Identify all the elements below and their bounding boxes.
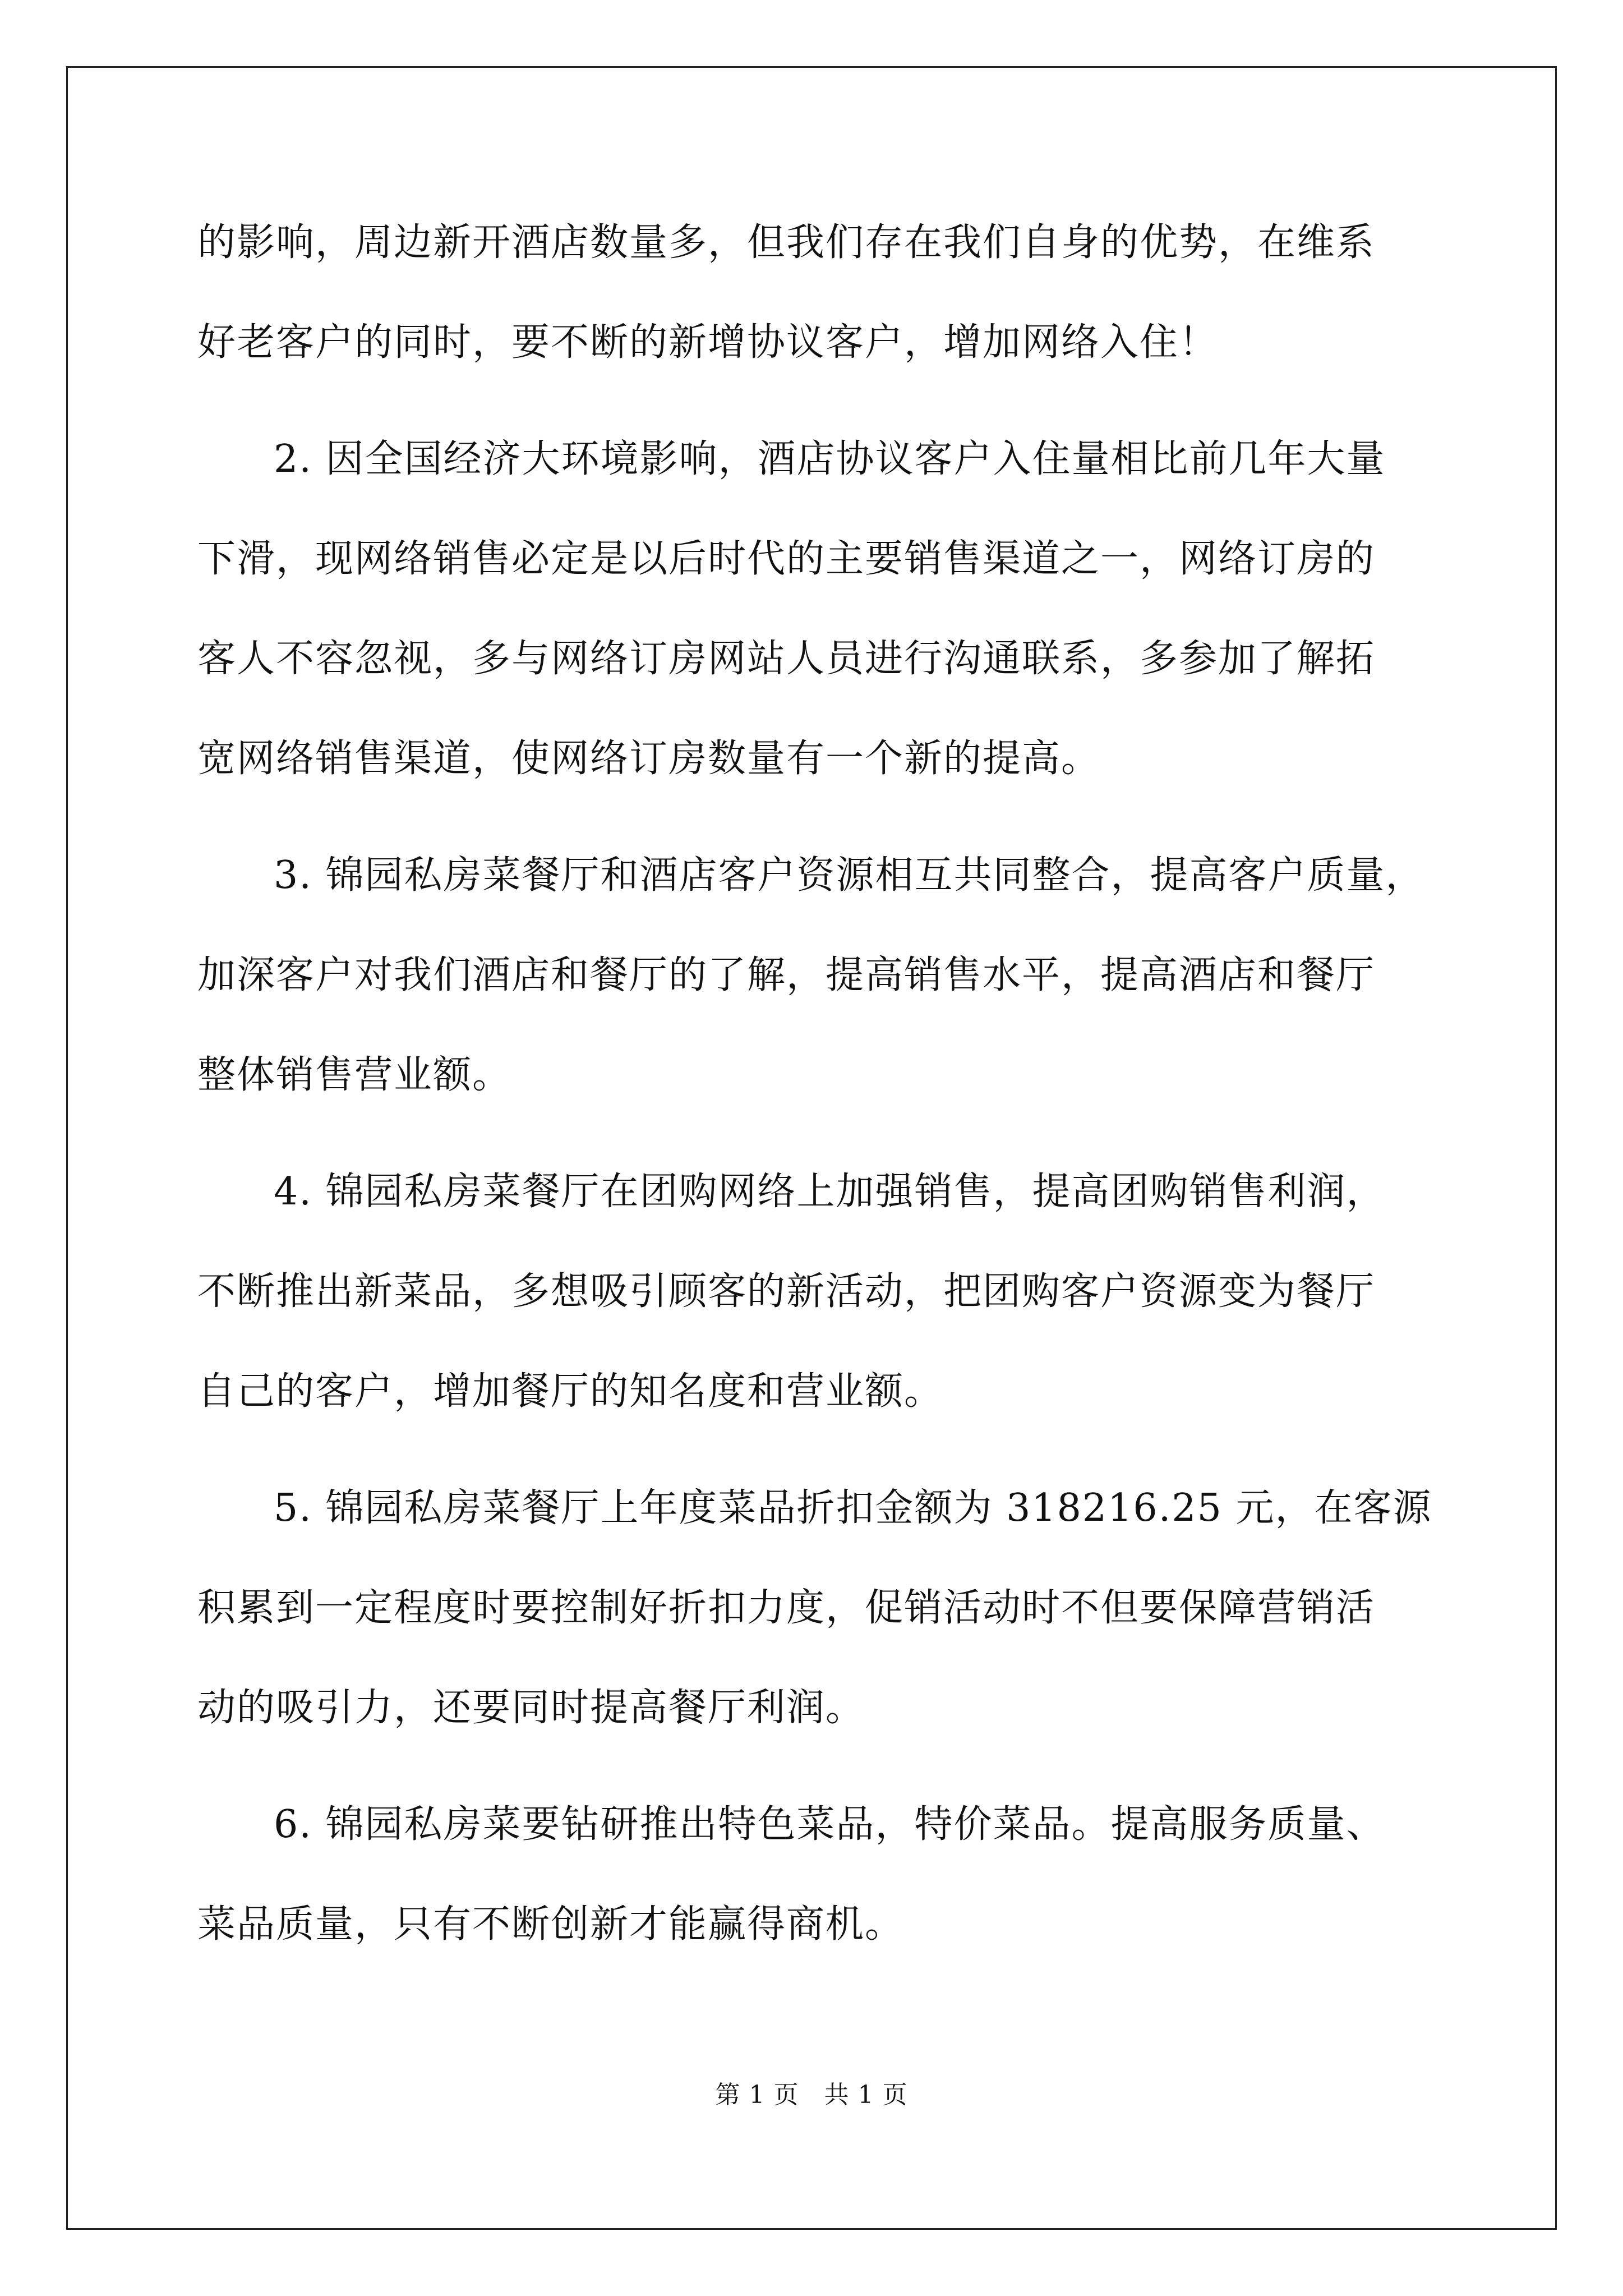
paragraph-5-start: 5. 锦园私房菜餐厅上年度菜品折扣金额为 318216.25 元，在客源 bbox=[274, 1486, 1432, 1530]
text-line: 下滑，现网络销售必定是以后时代的主要销售渠道之一，网络订房的 bbox=[197, 537, 1376, 581]
text-line: 菜品质量，只有不断创新才能赢得商机。 bbox=[197, 1902, 905, 1947]
text-line: 好老客户的同时，要不断的新增协议客户，增加网络入住！ bbox=[197, 320, 1219, 365]
text-line: 加深客户对我们酒店和餐厅的了解，提高销售水平，提高酒店和餐厅 bbox=[197, 953, 1376, 997]
text-line: 积累到一定程度时要控制好折扣力度，促销活动时不但要保障营销活 bbox=[197, 1586, 1376, 1630]
paragraph-4-start: 4. 锦园私房菜餐厅在团购网络上加强销售，提高团购销售利润， bbox=[274, 1170, 1386, 1214]
text-line: 客人不容忽视，多与网络订房网站人员进行沟通联系，多参加了解拓 bbox=[197, 637, 1376, 681]
paragraph-3-start: 3. 锦园私房菜餐厅和酒店客户资源相互共同整合，提高客户质量， bbox=[274, 853, 1425, 898]
paragraph-2-start: 2. 因全国经济大环境影响，酒店协议客户入住量相比前几年大量 bbox=[274, 437, 1386, 481]
text-line: 的影响，周边新开酒店数量多，但我们存在我们自身的优势，在维系 bbox=[197, 220, 1376, 265]
text-line: 不断推出新菜品，多想吸引顾客的新活动，把团购客户资源变为餐厅 bbox=[197, 1269, 1376, 1314]
text-line: 动的吸引力，还要同时提高餐厅利润。 bbox=[197, 1686, 865, 1730]
text-line: 整体销售营业额。 bbox=[197, 1053, 512, 1097]
paragraph-6-start: 6. 锦园私房菜要钻研推出特色菜品，特价菜品。提高服务质量、 bbox=[274, 1802, 1386, 1847]
text-line: 宽网络销售渠道，使网络订房数量有一个新的提高。 bbox=[197, 737, 1101, 781]
text-line: 自己的客户，增加餐厅的知名度和营业额。 bbox=[197, 1369, 944, 1414]
document-body bbox=[197, 216, 1432, 1952]
page-number-footer: 第 1 页 共 1 页 bbox=[715, 2081, 908, 2109]
